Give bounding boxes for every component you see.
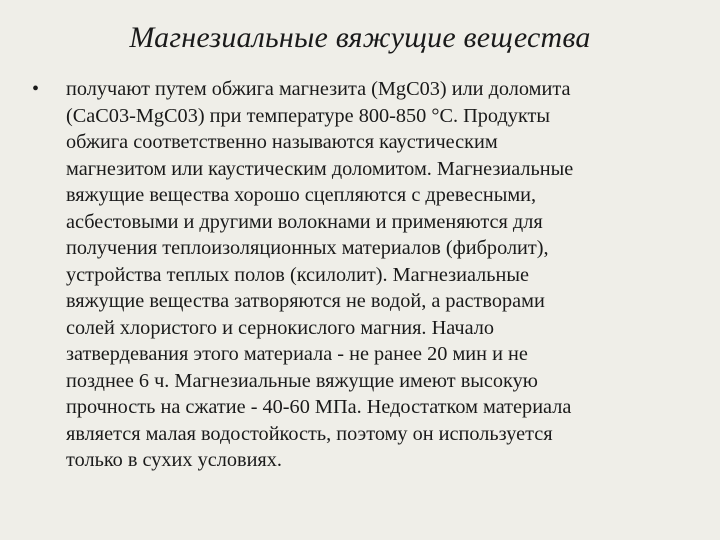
text-line: устройства теплых полов (ксилолит). Магнезиальные	[66, 263, 529, 286]
text-line: обжига соответственно называются каустическим	[66, 131, 498, 153]
text-line: магнезитом или каустическим доломитом. Магнезиальные	[66, 157, 574, 180]
text-line: вяжущие вещества хорошо сцепляются с древесными,	[66, 184, 537, 206]
text-line: получения теплоизоляционных материалов (фибролит),	[66, 237, 549, 259]
text-line: затвердевания этого материала - не ранее 20 мин и не	[66, 343, 528, 365]
bullet-text	[66, 76, 678, 474]
slide-title: Магнезиальные вяжущие вещества	[129, 21, 591, 54]
text-line: асбестовыми и другими волокнами и применяются для	[66, 210, 543, 233]
text-line: позднее 6 ч. Магнезиальные вяжущие имеют высокую	[66, 369, 538, 392]
text-line: солей хлористого и сернокислого магния. Начало	[66, 316, 495, 339]
text-line: является малая водостойкость, поэтому он используется	[66, 422, 553, 445]
text-line: (CaC03-MgC03) при температуре 800-850 °С. Продукты	[66, 104, 551, 127]
text-line: получают путем обжига магнезита (MgC03) или доломита	[66, 78, 571, 100]
text-line: прочность на сжатие - 40-60 МПа. Недостатком материала	[66, 396, 572, 418]
text-line: только в сухих условиях.	[66, 449, 282, 471]
text-line: вяжущие вещества затворяются не водой, а растворами	[66, 290, 545, 312]
bullet-marker: •	[32, 78, 40, 100]
